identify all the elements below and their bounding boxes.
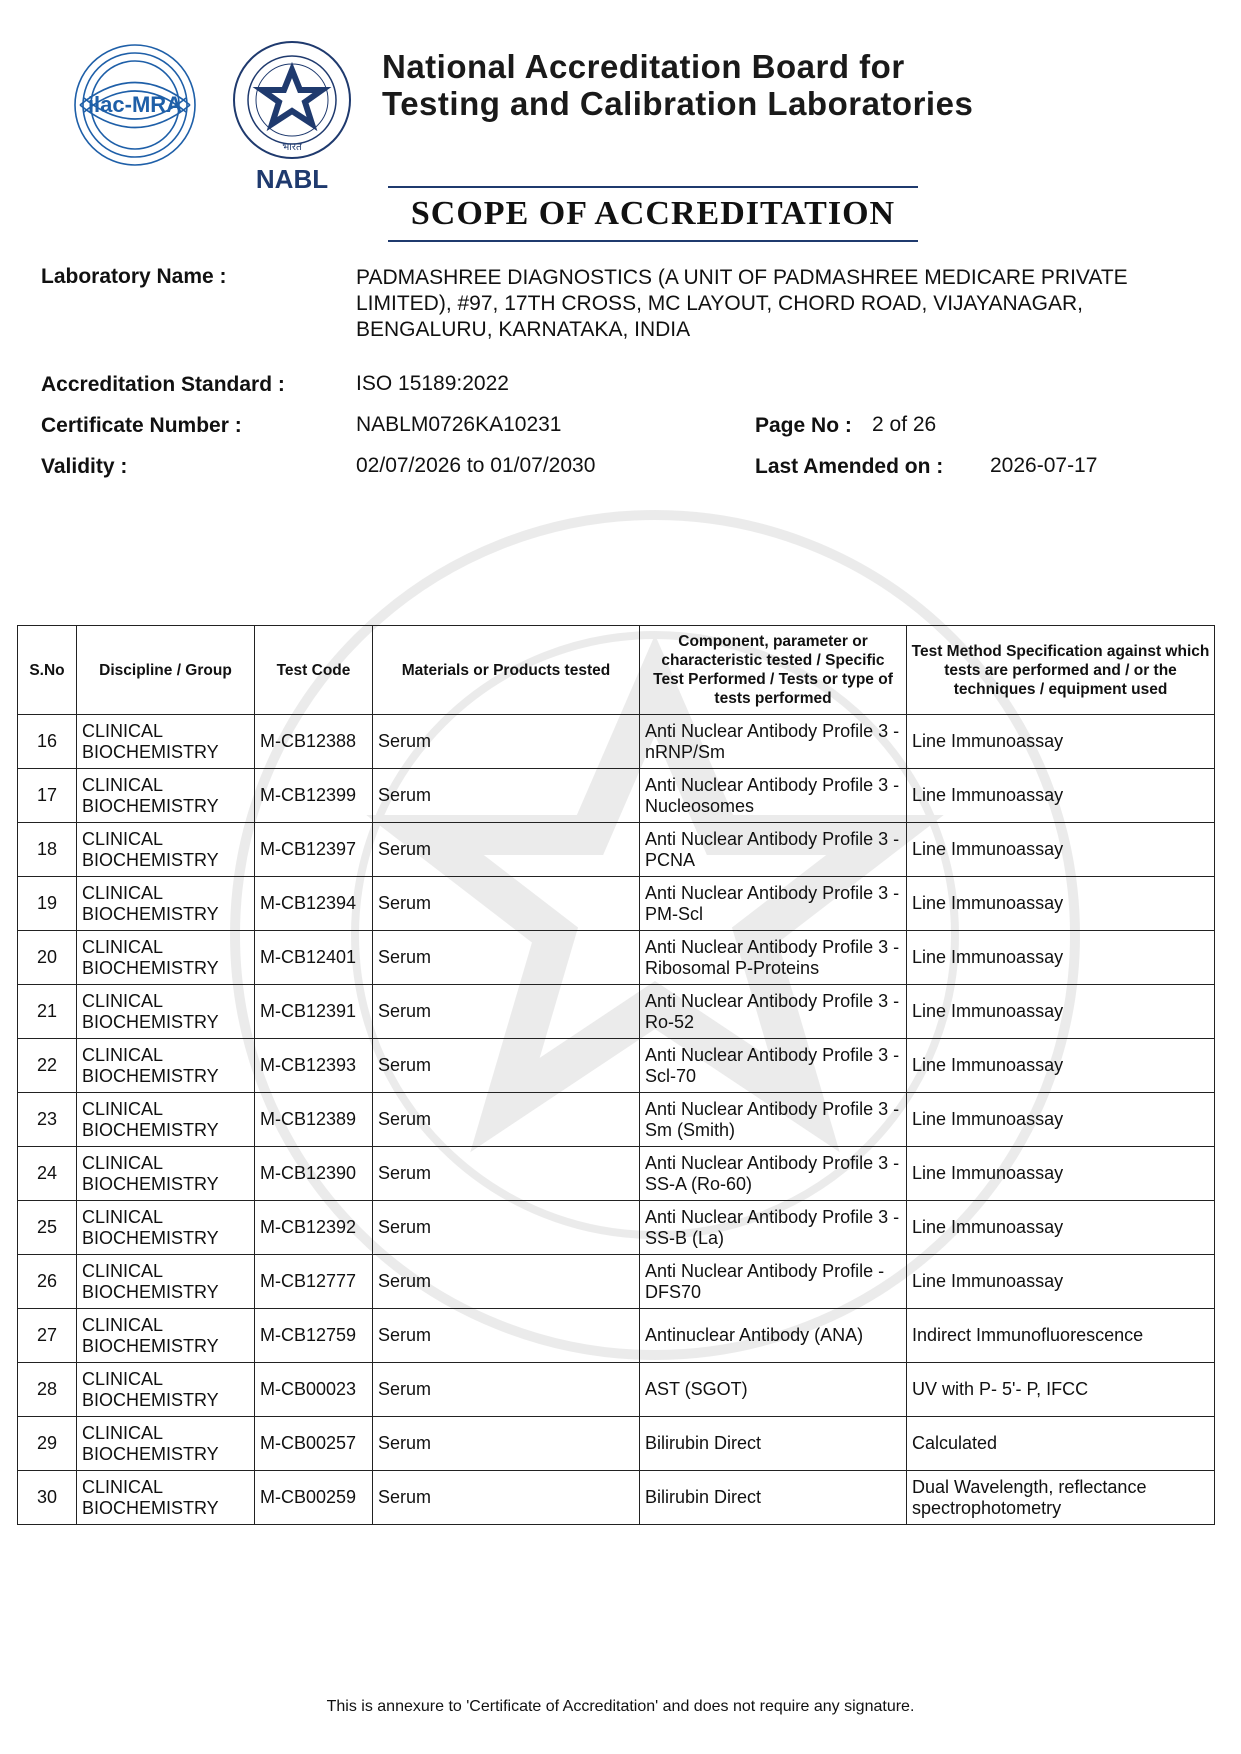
table-row: [18, 877, 1215, 931]
cell-component: Anti Nuclear Antibody Profile -DFS70: [640, 1255, 907, 1309]
cell-component: Bilirubin Direct: [640, 1417, 907, 1471]
cell-component: Anti Nuclear Antibody Profile 3 - Ro-52: [640, 985, 907, 1039]
last-amended-value: 2026-07-17: [990, 454, 1098, 477]
cell-test-code: M-CB12390: [255, 1147, 373, 1201]
svg-text:NABL: NABL: [255, 164, 329, 194]
cell-test-code: M-CB12397: [255, 823, 373, 877]
cell-discipline: CLINICAL BIOCHEMISTRY: [77, 1309, 255, 1363]
header-test-code: Test Code: [255, 626, 373, 715]
cell-sno: 28: [18, 1363, 77, 1417]
cell-material: Serum: [373, 1255, 640, 1309]
nabl-logo: [230, 38, 355, 203]
cell-method: Calculated: [907, 1417, 1215, 1471]
cell-component: Anti Nuclear Antibody Profile 3 - SS-B (La): [640, 1201, 907, 1255]
scope-table: [17, 625, 1215, 1525]
cell-component: Anti Nuclear Antibody Profile 3 - Ribosomal P-Proteins: [640, 931, 907, 985]
cell-sno: 19: [18, 877, 77, 931]
cell-material: Serum: [373, 1093, 640, 1147]
table-row: [18, 1363, 1215, 1417]
cell-material: Serum: [373, 877, 640, 931]
header-component: Component, parameter or characteristic tested / Specific Test Performed / Tests or type of tests performed: [640, 626, 907, 715]
cell-material: Serum: [373, 1417, 640, 1471]
cell-component: Anti Nuclear Antibody Profile 3 - PCNA: [640, 823, 907, 877]
cell-material: Serum: [373, 1201, 640, 1255]
table-body: [18, 715, 1215, 1525]
cell-test-code: M-CB12394: [255, 877, 373, 931]
svg-text:ilac-MRA: ilac-MRA: [87, 92, 183, 117]
cell-sno: 17: [18, 769, 77, 823]
header-materials: Materials or Products tested: [373, 626, 640, 715]
cell-sno: 29: [18, 1417, 77, 1471]
cell-method: UV with P- 5'- P, IFCC: [907, 1363, 1215, 1417]
cell-test-code: M-CB12401: [255, 931, 373, 985]
cell-component: Antinuclear Antibody (ANA): [640, 1309, 907, 1363]
header-sno: S.No: [18, 626, 77, 715]
lab-name-line-2: LIMITED), #97, 17TH CROSS, MC LAYOUT, CHORD ROAD, VIJAYANAGAR,: [356, 292, 1083, 315]
cell-component: Anti Nuclear Antibody Profile 3 - Nucleosomes: [640, 769, 907, 823]
standard-value: ISO 15189:2022: [356, 372, 509, 395]
cell-method: Line Immunoassay: [907, 931, 1215, 985]
cell-material: Serum: [373, 1147, 640, 1201]
header-discipline: Discipline / Group: [77, 626, 255, 715]
cell-component: Anti Nuclear Antibody Profile 3 - Scl-70: [640, 1039, 907, 1093]
lab-name-line-1: PADMASHREE DIAGNOSTICS (A UNIT OF PADMASHREE MEDICARE PRIVATE: [356, 266, 1128, 289]
organization-name: [382, 48, 973, 122]
cell-method: Line Immunoassay: [907, 1255, 1215, 1309]
validity-value: 02/07/2026 to 01/07/2030: [356, 454, 596, 477]
cell-sno: 27: [18, 1309, 77, 1363]
cell-discipline: CLINICAL BIOCHEMISTRY: [77, 1255, 255, 1309]
cell-test-code: M-CB00259: [255, 1471, 373, 1525]
cell-discipline: CLINICAL BIOCHEMISTRY: [77, 1363, 255, 1417]
cell-material: Serum: [373, 715, 640, 769]
certificate-value: NABLM0726KA10231: [356, 413, 562, 436]
cell-material: Serum: [373, 985, 640, 1039]
cell-discipline: CLINICAL BIOCHEMISTRY: [77, 823, 255, 877]
validity-label: Validity :: [41, 455, 128, 478]
lab-name-value: [356, 265, 1128, 343]
table-row: [18, 1039, 1215, 1093]
cell-method: Line Immunoassay: [907, 769, 1215, 823]
cell-method: Line Immunoassay: [907, 1147, 1215, 1201]
cell-test-code: M-CB00257: [255, 1417, 373, 1471]
cell-material: Serum: [373, 769, 640, 823]
lab-name-line-3: BENGALURU, KARNATAKA, INDIA: [356, 318, 691, 341]
header-method: Test Method Specification against which tests are performed and / or the techniques / equipment used: [907, 626, 1215, 715]
cell-method: Line Immunoassay: [907, 823, 1215, 877]
page-label: Page No :: [755, 414, 852, 437]
table-row: [18, 1201, 1215, 1255]
cell-method: Line Immunoassay: [907, 1201, 1215, 1255]
cell-discipline: CLINICAL BIOCHEMISTRY: [77, 1417, 255, 1471]
table-row: [18, 1309, 1215, 1363]
cell-material: Serum: [373, 1471, 640, 1525]
svg-text:भारत: भारत: [282, 142, 302, 153]
table-row: [18, 823, 1215, 877]
cell-discipline: CLINICAL BIOCHEMISTRY: [77, 1039, 255, 1093]
cell-discipline: CLINICAL BIOCHEMISTRY: [77, 985, 255, 1039]
cell-component: AST (SGOT): [640, 1363, 907, 1417]
cell-sno: 20: [18, 931, 77, 985]
cell-discipline: CLINICAL BIOCHEMISTRY: [77, 769, 255, 823]
cell-sno: 24: [18, 1147, 77, 1201]
cell-sno: 26: [18, 1255, 77, 1309]
table-header-row: [18, 626, 1215, 715]
cell-test-code: M-CB12759: [255, 1309, 373, 1363]
cell-method: Indirect Immunofluorescence: [907, 1309, 1215, 1363]
cell-method: Line Immunoassay: [907, 877, 1215, 931]
cell-material: Serum: [373, 1309, 640, 1363]
scope-title: SCOPE OF ACCREDITATION: [410, 195, 896, 232]
cell-test-code: M-CB12389: [255, 1093, 373, 1147]
cell-sno: 22: [18, 1039, 77, 1093]
cell-method: Line Immunoassay: [907, 1039, 1215, 1093]
cell-method: Line Immunoassay: [907, 1093, 1215, 1147]
last-amended-label: Last Amended on :: [755, 455, 944, 478]
cell-method: Dual Wavelength, reflectance spectrophotometry: [907, 1471, 1215, 1525]
cell-component: Anti Nuclear Antibody Profile 3 - PM-Scl: [640, 877, 907, 931]
cell-material: Serum: [373, 931, 640, 985]
cell-sno: 18: [18, 823, 77, 877]
cell-material: Serum: [373, 1039, 640, 1093]
cell-discipline: CLINICAL BIOCHEMISTRY: [77, 931, 255, 985]
standard-label: Accreditation Standard :: [41, 373, 285, 396]
cell-material: Serum: [373, 1363, 640, 1417]
cell-sno: 21: [18, 985, 77, 1039]
cell-test-code: M-CB12399: [255, 769, 373, 823]
table-row: [18, 1255, 1215, 1309]
cell-component: Anti Nuclear Antibody Profile 3 - Sm (Smith): [640, 1093, 907, 1147]
cell-component: Anti Nuclear Antibody Profile 3 - nRNP/Sm: [640, 715, 907, 769]
table-row: [18, 1147, 1215, 1201]
certificate-label: Certificate Number :: [41, 414, 242, 437]
cell-sno: 30: [18, 1471, 77, 1525]
cell-sno: 23: [18, 1093, 77, 1147]
table-row: [18, 931, 1215, 985]
cell-discipline: CLINICAL BIOCHEMISTRY: [77, 715, 255, 769]
org-line-2: Testing and Calibration Laboratories: [382, 85, 974, 122]
table-row: [18, 985, 1215, 1039]
cell-component: Anti Nuclear Antibody Profile 3 - SS-A (Ro-60): [640, 1147, 907, 1201]
cell-sno: 25: [18, 1201, 77, 1255]
cell-discipline: CLINICAL BIOCHEMISTRY: [77, 877, 255, 931]
table-row: [18, 1417, 1215, 1471]
org-line-1: National Accreditation Board for: [382, 48, 905, 85]
cell-method: Line Immunoassay: [907, 985, 1215, 1039]
cell-discipline: CLINICAL BIOCHEMISTRY: [77, 1093, 255, 1147]
cell-method: Line Immunoassay: [907, 715, 1215, 769]
cell-test-code: M-CB12388: [255, 715, 373, 769]
lab-name-label: Laboratory Name :: [41, 265, 227, 288]
cell-test-code: M-CB00023: [255, 1363, 373, 1417]
table-row: [18, 1471, 1215, 1525]
table-row: [18, 715, 1215, 769]
cell-discipline: CLINICAL BIOCHEMISTRY: [77, 1201, 255, 1255]
table-row: [18, 769, 1215, 823]
footer-note: This is annexure to 'Certificate of Accreditation' and does not require any signature.: [326, 1698, 915, 1715]
cell-discipline: CLINICAL BIOCHEMISTRY: [77, 1147, 255, 1201]
page-value: 2 of 26: [872, 413, 937, 436]
cell-material: Serum: [373, 823, 640, 877]
ilac-mra-logo: [70, 40, 200, 170]
table-row: [18, 1093, 1215, 1147]
cell-sno: 16: [18, 715, 77, 769]
scope-title-box: [388, 186, 918, 242]
cell-discipline: CLINICAL BIOCHEMISTRY: [77, 1471, 255, 1525]
cell-test-code: M-CB12393: [255, 1039, 373, 1093]
cell-test-code: M-CB12392: [255, 1201, 373, 1255]
cell-component: Bilirubin Direct: [640, 1471, 907, 1525]
cell-test-code: M-CB12777: [255, 1255, 373, 1309]
cell-test-code: M-CB12391: [255, 985, 373, 1039]
